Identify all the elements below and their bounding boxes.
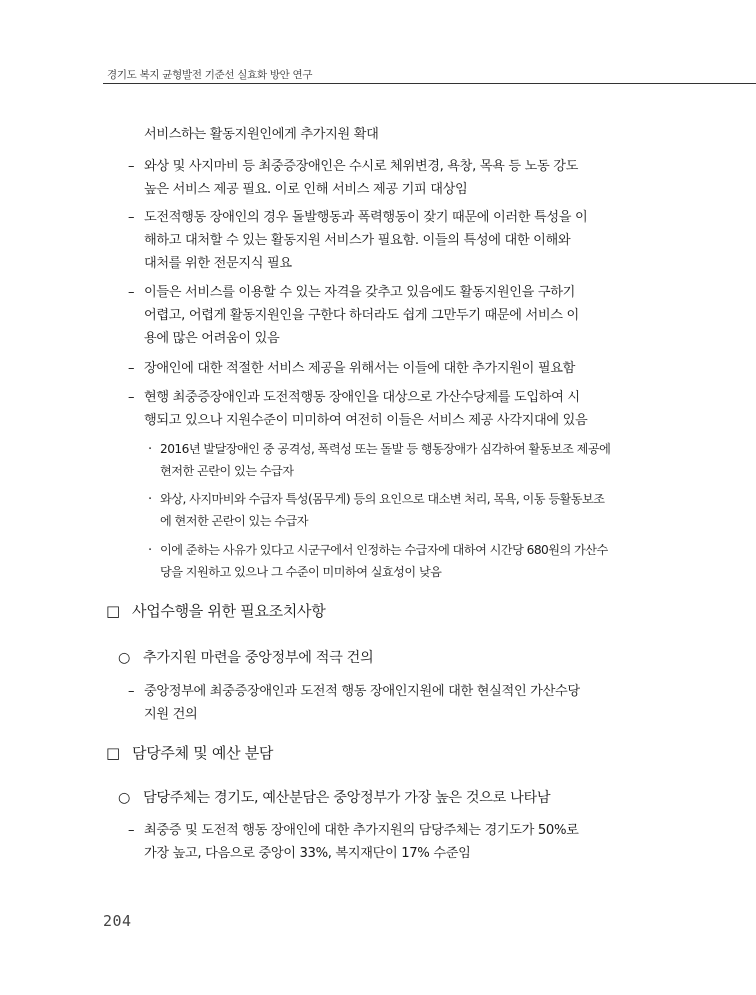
- circle-marker: ○: [118, 650, 131, 666]
- circle-marker: ○: [118, 790, 131, 806]
- section-box-marker: □: [106, 602, 120, 620]
- item-line: 해하고 대처할 수 있는 활동지원 서비스가 필요함. 이들의 특성에 대한 이해와: [144, 233, 571, 248]
- item-line: 지원 건의: [144, 707, 198, 722]
- running-header: 경기도 복지 균형발전 기준선 실효화 방안 연구: [107, 69, 313, 81]
- item-line: 중앙정부에 최중증장애인과 도전적 행동 장애인지원에 대한 현실적인 가산수당: [144, 684, 580, 699]
- dash-marker: –: [128, 361, 135, 376]
- section-heading: 사업수행을 위한 필요조치사항: [132, 602, 326, 620]
- dot-marker: ·: [148, 543, 153, 558]
- item-line: 도전적행동 장애인의 경우 돌발행동과 폭력행동이 잦기 때문에 이러한 특성을 이: [144, 210, 588, 225]
- item-line: 행되고 있으나 지원수준이 미미하여 여전히 이들은 서비스 제공 사각지대에 있음: [144, 413, 588, 428]
- subsection-heading: 담당주체는 경기도, 예산분담은 중앙정부가 가장 높은 것으로 나타남: [143, 790, 551, 806]
- subsection-heading: 추가지원 마련을 중앙정부에 적극 건의: [143, 650, 374, 666]
- item-line: 현행 최중증장애인과 도전적행동 장애인을 대상으로 가산수당제를 도입하여 시: [144, 390, 580, 405]
- section-box-marker: □: [106, 744, 120, 762]
- dash-marker: –: [128, 159, 135, 174]
- subitem-line: 에 현저한 곤란이 있는 수급자: [160, 514, 308, 528]
- dash-marker: –: [128, 684, 135, 699]
- subitem-line: 2016년 발달장애인 중 공격성, 폭력성 또는 돌발 등 행동장애가 심각하여 활동보조 제공에: [160, 442, 611, 456]
- item-line: 최중증 및 도전적 행동 장애인에 대한 추가지원의 담당주체는 경기도가 50%로: [144, 823, 579, 838]
- continuation-line: 서비스하는 활동지원인에게 추가지원 확대: [144, 127, 379, 142]
- item-line: 이들은 서비스를 이용할 수 있는 자격을 갖추고 있음에도 활동지원인을 구하기: [144, 285, 576, 300]
- subitem-line: 현저한 곤란이 있는 수급자: [160, 464, 294, 478]
- subitem-line: 이에 준하는 사유가 있다고 시군구에서 인정하는 수급자에 대하여 시간당 680원의 가산수: [160, 543, 608, 557]
- subitem-line: 와상, 사지마비와 수급자 특성(몸무게) 등의 요인으로 대소변 처리, 목욕, 이동 등활동보조: [160, 492, 605, 506]
- item-line: 높은 서비스 제공 필요. 이로 인해 서비스 제공 기피 대상임: [144, 182, 468, 197]
- dash-marker: –: [128, 390, 135, 405]
- item-line: 용에 많은 어려움이 있음: [144, 331, 280, 346]
- section-heading: 담당주체 및 예산 분담: [132, 744, 274, 762]
- dot-marker: ·: [148, 442, 153, 457]
- dash-marker: –: [128, 823, 135, 838]
- dash-marker: –: [128, 285, 135, 300]
- item-line: 와상 및 사지마비 등 최중증장애인은 수시로 체위변경, 욕창, 목욕 등 노동 강도: [144, 159, 579, 174]
- item-line: 대처를 위한 전문지식 필요: [144, 256, 292, 271]
- dash-marker: –: [128, 210, 135, 225]
- item-line: 장애인에 대한 적절한 서비스 제공을 위해서는 이들에 대한 추가지원이 필요함: [144, 361, 576, 376]
- dot-marker: ·: [148, 492, 153, 507]
- item-line: 어렵고, 어렵게 활동지원인을 구한다 하더라도 쉽게 그만두기 때문에 서비스 이: [144, 308, 579, 323]
- page-number: 204: [103, 912, 132, 930]
- subitem-line: 당을 지원하고 있으나 그 수준이 미미하여 실효성이 낮음: [160, 565, 442, 579]
- item-line: 가장 높고, 다음으로 중앙이 33%, 복지재단이 17% 수준임: [144, 846, 471, 861]
